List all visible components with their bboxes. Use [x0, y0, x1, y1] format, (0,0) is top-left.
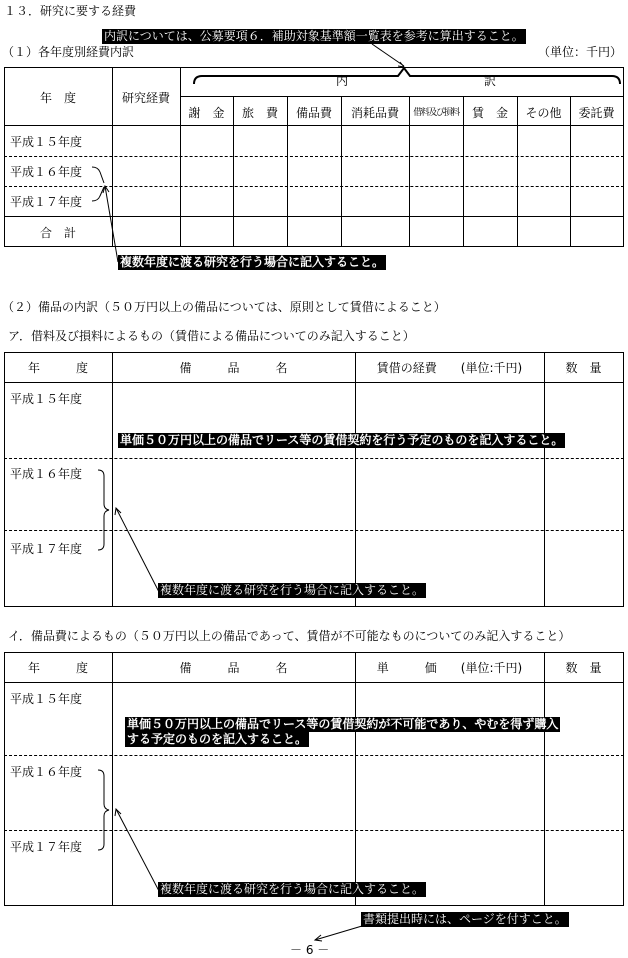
t3-header-item-name: 備 品 名 [179, 661, 288, 675]
header-wages: 賃 金 [471, 106, 508, 120]
t3-multi-year-arrow [116, 809, 159, 891]
page-note-arrow [315, 926, 362, 940]
purchase-note-line1: 単価５０万円以上の備品でリース等の賃借契約が不可能であり、やむを得ず購入 [127, 717, 559, 731]
row-h17: 平成１７年度 [10, 195, 83, 209]
purchase-note-line2: する予定のものを記入すること。 [127, 732, 308, 746]
t2-row-h17: 平成１７年度 [10, 542, 83, 556]
t2-row-h16: 平成１６年度 [10, 467, 83, 481]
header-research-cost: 研究経費 [121, 91, 170, 105]
t3-row-h15: 平成１５年度 [10, 692, 83, 706]
breakdown-note: 内訳については、公募要項６．補助対象基準額一覧表を参考に算出すること。 [104, 29, 524, 43]
row-h16: 平成１６年度 [10, 165, 83, 179]
page-number-note: 書類提出時には、ページを付すこと。 [363, 912, 567, 926]
header-equipment: 備品費 [295, 106, 332, 120]
t2-header-year: 年 度 [27, 361, 88, 375]
t1-brace-16 [92, 167, 104, 183]
lease-note: 単価５０万円以上の備品でリース等の賃借契約を行う予定のものを記入すること。 [120, 433, 564, 447]
table3-title: イ．備品費によるもの（５０万円以上の備品であって、賃借が不可能なものについてのみ記入すること） [8, 629, 571, 643]
header-rental: 借料及び損料 [413, 108, 459, 118]
t2-multi-year-arrow [116, 508, 159, 592]
header-travel: 旅 費 [241, 106, 278, 120]
t2-row-h15: 平成１５年度 [10, 392, 83, 406]
table1-unit: （単位：千円） [537, 45, 622, 59]
table1-multi-year-note: 複数年度に渡る研究を行う場合に記入すること。 [120, 255, 385, 269]
t3-header-year: 年 度 [27, 661, 88, 675]
table3-multi-year-note: 複数年度に渡る研究を行う場合に記入すること。 [160, 882, 425, 896]
section2-title: （２）備品の内訳（５０万円以上の備品については、原則として賃借によること） [2, 300, 446, 314]
t2-header-item-name: 備 品 名 [179, 361, 288, 375]
t3-row-h16: 平成１６年度 [10, 765, 83, 779]
table2-multi-year-note: 複数年度に渡る研究を行う場合に記入すること。 [160, 583, 425, 597]
t2-brace [98, 470, 109, 550]
t3-brace [98, 770, 109, 850]
header-other: その他 [525, 106, 562, 120]
header-breakdown-left: 内 [336, 74, 349, 88]
header-year: 年 度 [39, 91, 76, 105]
table1-title: （１）各年度別経費内訳 [2, 45, 135, 59]
header-outsourcing: 委託費 [578, 106, 615, 120]
header-consumables: 消耗品費 [350, 106, 399, 120]
row-total: 合 計 [39, 226, 76, 240]
page-number: － 6 － [290, 943, 330, 957]
t3-header-quantity: 数 量 [565, 661, 602, 675]
table2-title: ア．借料及び損料によるもの（賃借による備品についてのみ記入すること） [8, 329, 415, 343]
t1-brace-17 [92, 187, 104, 201]
header-honorarium: 謝 金 [188, 106, 225, 120]
t3-header-unit-price: 単 価 (単位:千円) [376, 661, 523, 675]
header-breakdown-right: 訳 [484, 74, 497, 88]
t3-row-h17: 平成１７年度 [10, 840, 83, 854]
breakdown-brace [194, 68, 620, 84]
t2-header-lease-cost: 賃借の経費 (単位:千円) [376, 361, 523, 375]
breakdown-note-arrow [372, 44, 404, 66]
t2-header-quantity: 数 量 [565, 361, 602, 375]
section-title: １３．研究に要する経費 [4, 4, 137, 18]
row-h15: 平成１５年度 [10, 135, 83, 149]
